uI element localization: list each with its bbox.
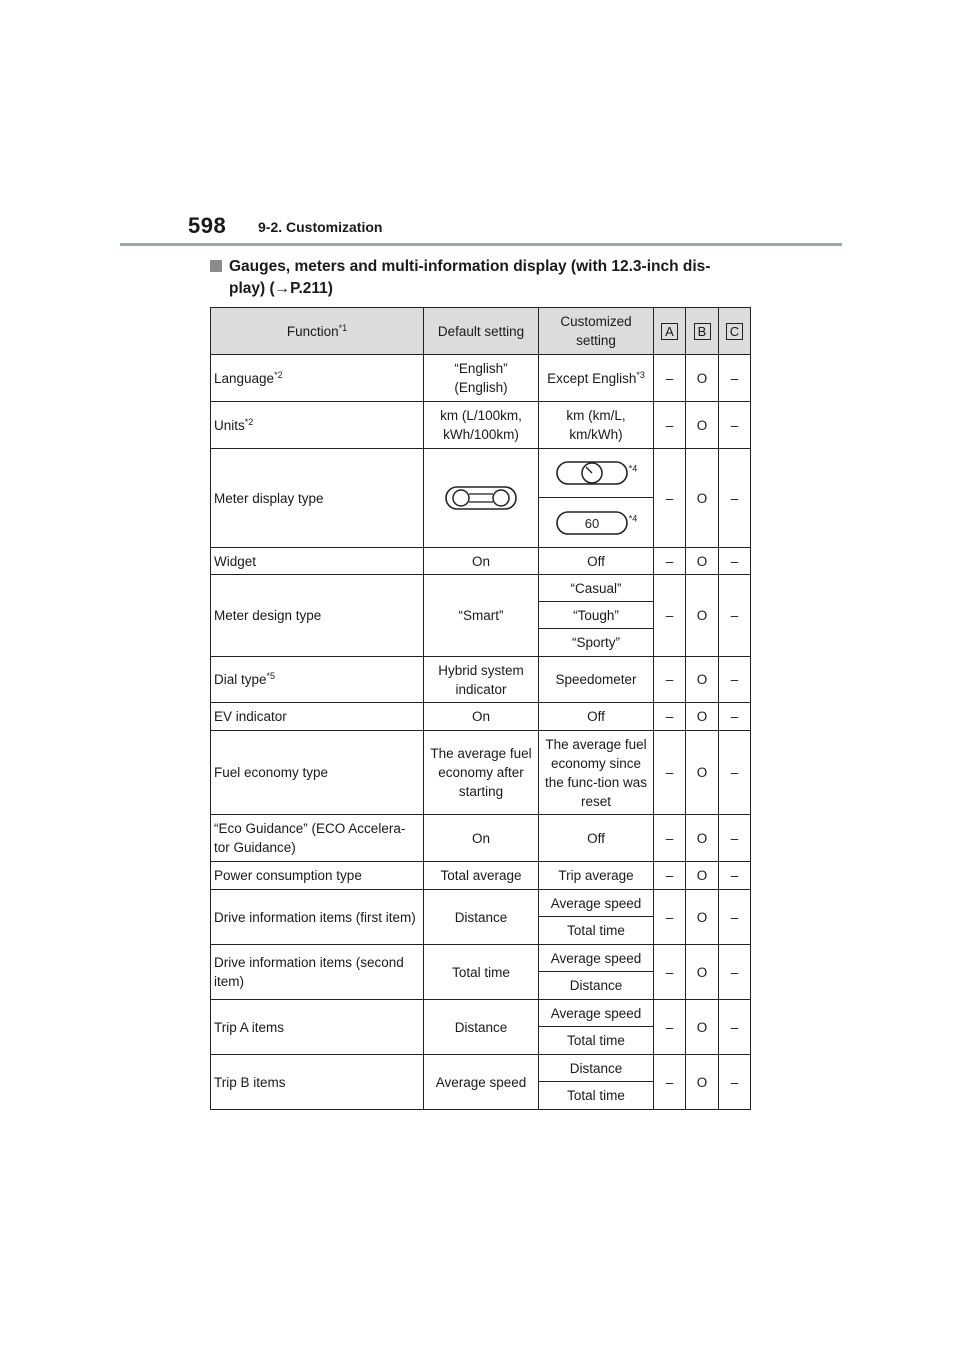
- function-cell: Trip B items: [211, 1055, 424, 1110]
- boxed-letter-a: A: [661, 323, 678, 340]
- column-header-customized: Customized setting: [539, 308, 654, 355]
- default-cell: Average speed: [424, 1055, 539, 1110]
- table-row: [211, 449, 751, 498]
- function-cell: Drive information items (second item): [211, 945, 424, 1000]
- cell-a: –: [654, 355, 686, 402]
- cell-a: –: [654, 703, 686, 731]
- cell-a: –: [654, 1000, 686, 1055]
- cell-a: –: [654, 449, 686, 548]
- table-row: [211, 862, 751, 890]
- cell-b: O: [686, 945, 719, 1000]
- custom-cell: The average fuel economy since the func-tion was reset: [539, 731, 654, 815]
- cell-b: O: [686, 657, 719, 703]
- analog-dial-meter-icon: [555, 459, 629, 487]
- custom-cell: “Sporty”: [539, 629, 654, 657]
- custom-cell: Off: [539, 815, 654, 862]
- cell-a: –: [654, 575, 686, 657]
- table-row: [211, 945, 751, 972]
- cell-a: –: [654, 890, 686, 945]
- cell-b: O: [686, 815, 719, 862]
- default-cell: Total average: [424, 862, 539, 890]
- cell-a: –: [654, 548, 686, 575]
- cell-b: O: [686, 449, 719, 548]
- cell-c: –: [719, 815, 751, 862]
- custom-cell: 60 $^{*4}$: [539, 498, 654, 548]
- cell-a: –: [654, 657, 686, 703]
- default-cell: [424, 449, 539, 548]
- cell-a: –: [654, 731, 686, 815]
- heading-bullet-icon: [210, 260, 222, 272]
- custom-cell: *4: [539, 449, 654, 498]
- default-cell: On: [424, 815, 539, 862]
- cell-b: O: [686, 731, 719, 815]
- function-cell: Meter display type: [211, 449, 424, 548]
- cell-a: –: [654, 1055, 686, 1110]
- heading-line-2: play) (→P.211): [229, 280, 333, 297]
- custom-cell: Average speed: [539, 890, 654, 917]
- function-cell: Units$^{*2}$: [211, 402, 424, 449]
- table-row: [211, 1000, 751, 1027]
- table-header-row: [211, 308, 751, 355]
- cell-c: –: [719, 731, 751, 815]
- function-cell: Power consumption type: [211, 862, 424, 890]
- cell-a: –: [654, 402, 686, 449]
- boxed-letter-b: B: [694, 323, 711, 340]
- custom-cell: km (km/L, km/kWh): [539, 402, 654, 449]
- default-cell: Total time: [424, 945, 539, 1000]
- subsection-heading: [210, 256, 750, 300]
- default-cell: The average fuel economy after starting: [424, 731, 539, 815]
- cell-c: –: [719, 890, 751, 945]
- cell-c: –: [719, 575, 751, 657]
- default-cell: On: [424, 548, 539, 575]
- digital-meter-icon: [555, 509, 629, 537]
- column-header-b: [686, 308, 719, 355]
- custom-cell: Distance: [539, 972, 654, 1000]
- function-cell: Drive information items (first item): [211, 890, 424, 945]
- heading-line-1: Gauges, meters and multi-information display (with 12.3-inch dis-: [229, 258, 711, 275]
- two-dial-meter-icon: [444, 484, 518, 512]
- cell-c: –: [719, 1055, 751, 1110]
- cell-b: O: [686, 862, 719, 890]
- cell-c: –: [719, 945, 751, 1000]
- table-row: [211, 355, 751, 402]
- cell-c: –: [719, 548, 751, 575]
- custom-cell: Average speed: [539, 1000, 654, 1027]
- cell-c: –: [719, 355, 751, 402]
- custom-cell: Total time: [539, 1082, 654, 1110]
- table-row: [211, 731, 751, 815]
- table-row: [211, 548, 751, 575]
- default-cell: Hybrid system indicator: [424, 657, 539, 703]
- cell-c: –: [719, 657, 751, 703]
- cell-c: –: [719, 1000, 751, 1055]
- cell-a: –: [654, 945, 686, 1000]
- cell-c: –: [719, 862, 751, 890]
- function-cell: Language$^{*2}$: [211, 355, 424, 402]
- column-header-default: Default setting: [424, 308, 539, 355]
- cell-b: O: [686, 402, 719, 449]
- function-cell: Dial type$^{*5}$: [211, 657, 424, 703]
- function-cell: Fuel economy type: [211, 731, 424, 815]
- default-cell: Distance: [424, 1000, 539, 1055]
- function-cell: EV indicator: [211, 703, 424, 731]
- cell-b: O: [686, 575, 719, 657]
- cell-c: –: [719, 449, 751, 548]
- cell-a: –: [654, 815, 686, 862]
- cell-c: –: [719, 703, 751, 731]
- default-cell: “Smart”: [424, 575, 539, 657]
- column-header-function: Function$^{*1}$: [211, 308, 424, 355]
- function-cell: Trip A items: [211, 1000, 424, 1055]
- column-header-a: [654, 308, 686, 355]
- table-row: [211, 1055, 751, 1082]
- custom-cell: “Tough”: [539, 602, 654, 629]
- custom-cell: Off: [539, 548, 654, 575]
- default-cell: km (L/100km, kWh/100km): [424, 402, 539, 449]
- cell-c: –: [719, 402, 751, 449]
- custom-cell: Off: [539, 703, 654, 731]
- default-cell: “English” (English): [424, 355, 539, 402]
- default-cell: On: [424, 703, 539, 731]
- cell-b: O: [686, 548, 719, 575]
- table-row: [211, 575, 751, 602]
- cell-b: O: [686, 355, 719, 402]
- custom-cell: Total time: [539, 917, 654, 945]
- custom-cell: Except English$^{*3}$: [539, 355, 654, 402]
- settings-table: [210, 307, 751, 1110]
- cell-b: O: [686, 890, 719, 945]
- page-number: 598: [188, 213, 227, 238]
- function-cell: “Eco Guidance” (ECO Accelera-tor Guidance): [211, 815, 424, 862]
- table-row: [211, 815, 751, 862]
- custom-cell: “Casual”: [539, 575, 654, 602]
- table-row: [211, 890, 751, 917]
- cell-b: O: [686, 1000, 719, 1055]
- table-row: [211, 703, 751, 731]
- custom-cell: Total time: [539, 1027, 654, 1055]
- cell-a: –: [654, 862, 686, 890]
- table-row: [211, 657, 751, 703]
- table-row: [211, 402, 751, 449]
- column-header-c: [719, 308, 751, 355]
- function-cell: Meter design type: [211, 575, 424, 657]
- boxed-letter-c: C: [726, 323, 743, 340]
- custom-cell: Speedometer: [539, 657, 654, 703]
- default-cell: Distance: [424, 890, 539, 945]
- cell-b: O: [686, 703, 719, 731]
- cell-b: O: [686, 1055, 719, 1110]
- custom-cell: Trip average: [539, 862, 654, 890]
- function-cell: Widget: [211, 548, 424, 575]
- digital-speed-label: 60: [584, 515, 599, 531]
- custom-cell: Average speed: [539, 945, 654, 972]
- custom-cell: Distance: [539, 1055, 654, 1082]
- section-title: 9-2. Customization: [258, 219, 383, 235]
- header-divider: [120, 243, 842, 246]
